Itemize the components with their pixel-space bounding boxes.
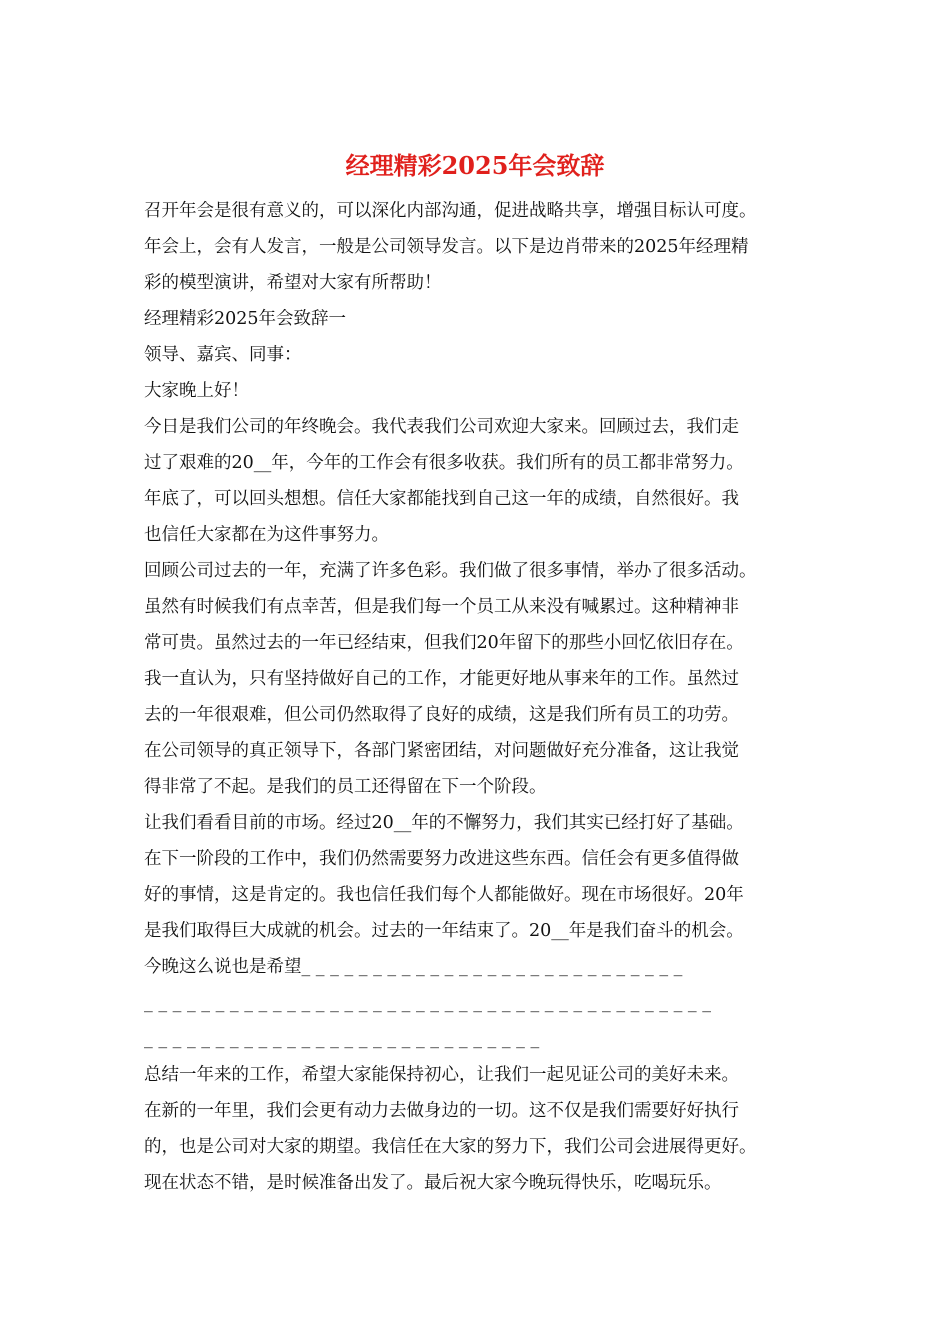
paragraph-line: 在公司领导的真正领导下，各部门紧密团结，对问题做好充分准备，这让我觉 bbox=[144, 741, 739, 761]
paragraph-line: 我一直认为，只有坚持做好自己的工作，才能更好地从事来年的工作。虽然过 bbox=[144, 669, 739, 689]
paragraph-line: 在新的一年里，我们会更有动力去做身边的一切。这不仅是我们需要好好执行 bbox=[144, 1101, 739, 1121]
paragraph-line: 虽然有时候我们有点幸苦，但是我们每一个员工从来没有喊累过。这种精神非 bbox=[144, 597, 739, 617]
paragraph-line: 过了艰难的20__年，今年的工作会有很多收获。我们所有的员工都非常努力。 bbox=[144, 453, 744, 473]
paragraph-line: 常可贵。虽然过去的一年已经结束，但我们20年留下的那些小回忆依旧存在。 bbox=[144, 633, 744, 653]
paragraph-line: 现在状态不错，是时候准备出发了。最后祝大家今晚玩得快乐，吃喝玩乐。 bbox=[144, 1173, 722, 1193]
blank-fill-line: _ _ _ _ _ _ _ _ _ _ _ _ _ _ _ _ _ _ _ _ _ _ _ _ _ _ _ _ _ _ _ _ _ _ _ _ _ _ _ _ bbox=[144, 993, 711, 1013]
salutation-line: 领导、嘉宾、同事： bbox=[144, 345, 302, 365]
paragraph-line: 总结一年来的工作，希望大家能保持初心，让我们一起见证公司的美好未来。 bbox=[144, 1065, 739, 1085]
greeting-line: 大家晚上好！ bbox=[144, 381, 249, 401]
paragraph-line: 好的事情，这是肯定的。我也信任我们每个人都能做好。现在市场很好。20年 bbox=[144, 885, 744, 905]
paragraph-line: 去的一年很艰难，但公司仍然取得了良好的成绩，这是我们所有员工的功劳。 bbox=[144, 705, 739, 725]
paragraph-line: 召开年会是很有意义的，可以深化内部沟通，促进战略共享，增强目标认可度。 bbox=[144, 201, 757, 221]
document-body bbox=[144, 193, 814, 1201]
section-heading: 经理精彩2025年会致辞一 bbox=[144, 309, 347, 329]
paragraph-line: 让我们看看目前的市场。经过20__年的不懈努力，我们其实已经打好了基础。 bbox=[144, 813, 744, 833]
paragraph-line: 彩的模型演讲，希望对大家有所帮助！ bbox=[144, 273, 442, 293]
blank-fill-line: _ _ _ _ _ _ _ _ _ _ _ _ _ _ _ _ _ _ _ _ _ _ _ _ _ _ _ _ bbox=[144, 1029, 540, 1049]
paragraph-line: 也信任大家都在为这件事努力。 bbox=[144, 525, 389, 545]
paragraph-line: 的，也是公司对大家的期望。我信任在大家的努力下，我们公司会进展得更好。 bbox=[144, 1137, 757, 1157]
paragraph-line: 年底了，可以回头想想。信任大家都能找到自己这一年的成绩，自然很好。我 bbox=[144, 489, 739, 509]
paragraph-line: 回顾公司过去的一年，充满了许多色彩。我们做了很多事情，举办了很多活动。 bbox=[144, 561, 757, 581]
paragraph-line: 今日是我们公司的年终晚会。我代表我们公司欢迎大家来。回顾过去，我们走 bbox=[144, 417, 739, 437]
paragraph-line: 得非常了不起。是我们的员工还得留在下一个阶段。 bbox=[144, 777, 547, 797]
paragraph-line-with-blank: 今晚这么说也是希望_ _ _ _ _ _ _ _ _ _ _ _ _ _ _ _ _ _ _ _ _ _ _ _ _ _ _ bbox=[144, 957, 683, 977]
paragraph-line: 年会上，会有人发言，一般是公司领导发言。以下是边肖带来的2025年经理精 bbox=[144, 237, 749, 257]
paragraph-line: 在下一阶段的工作中，我们仍然需要努力改进这些东西。信任会有更多值得做 bbox=[144, 849, 739, 869]
document-title: 经理精彩2025年会致辞 bbox=[345, 151, 605, 180]
paragraph-line: 是我们取得巨大成就的机会。过去的一年结束了。20__年是我们奋斗的机会。 bbox=[144, 921, 744, 941]
